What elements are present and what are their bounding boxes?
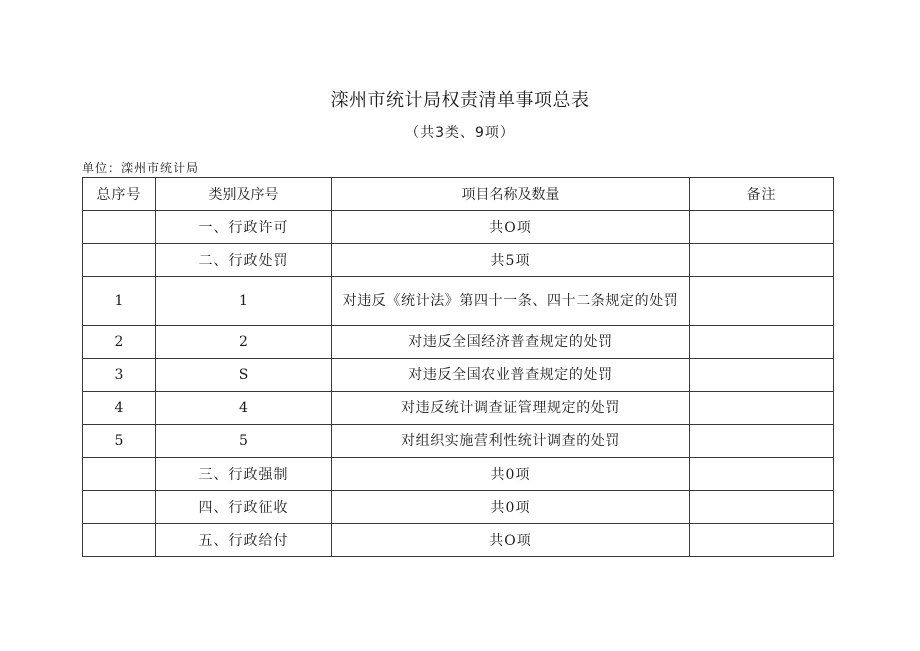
cell-total-no — [83, 524, 156, 557]
cell-item: 共0项 — [332, 491, 690, 524]
cell-category: 5 — [156, 425, 332, 458]
unit-label: 单位：滦州市统计局 — [82, 161, 200, 175]
table-row-item — [83, 326, 834, 359]
cell-category: 四、行政征收 — [156, 491, 332, 524]
table-row-category — [83, 211, 834, 244]
header-category: 类别及序号 — [156, 178, 332, 211]
document-title: 滦州市统计局权责清单事项总表 — [330, 90, 590, 111]
cell-item: 对违反全国经济普查规定的处罚 — [332, 326, 690, 359]
cell-item: 对违反全国农业普查规定的处罚 — [332, 359, 690, 392]
table-header-row — [83, 178, 834, 211]
header-remarks: 备注 — [690, 178, 834, 211]
header-total-no: 总序号 — [83, 178, 156, 211]
cell-remarks — [690, 524, 834, 557]
cell-remarks — [690, 491, 834, 524]
cell-total-no — [83, 211, 156, 244]
cell-total-no — [83, 244, 156, 277]
cell-remarks — [690, 392, 834, 425]
cell-remarks — [690, 211, 834, 244]
duty-list-table — [82, 177, 834, 557]
cell-item: 对违反统计调查证管理规定的处罚 — [332, 392, 690, 425]
cell-item: 共O项 — [332, 524, 690, 557]
table-row-category — [83, 491, 834, 524]
cell-remarks — [690, 277, 834, 326]
cell-remarks — [690, 244, 834, 277]
cell-remarks — [690, 458, 834, 491]
table-row-category — [83, 458, 834, 491]
header-item: 项目名称及数量 — [332, 178, 690, 211]
cell-total-no: 1 — [83, 277, 156, 326]
cell-total-no — [83, 491, 156, 524]
cell-remarks — [690, 326, 834, 359]
cell-category: 二、行政处罚 — [156, 244, 332, 277]
cell-total-no: 3 — [83, 359, 156, 392]
cell-total-no: 5 — [83, 425, 156, 458]
cell-remarks — [690, 425, 834, 458]
cell-category: 1 — [156, 277, 332, 326]
cell-category: 一、行政许可 — [156, 211, 332, 244]
cell-total-no — [83, 458, 156, 491]
table-row-item — [83, 425, 834, 458]
cell-remarks — [690, 359, 834, 392]
cell-item: 共5项 — [332, 244, 690, 277]
cell-item: 对违反《统计法》第四十一条、四十二条规定的处罚 — [332, 277, 690, 326]
cell-item: 对组织实施营利性统计调查的处罚 — [332, 425, 690, 458]
cell-category: 三、行政强制 — [156, 458, 332, 491]
cell-total-no: 4 — [83, 392, 156, 425]
table-row-item — [83, 392, 834, 425]
table-row-category — [83, 244, 834, 277]
cell-item: 共O项 — [332, 211, 690, 244]
cell-category: 五、行政给付 — [156, 524, 332, 557]
cell-category: S — [156, 359, 332, 392]
cell-category: 2 — [156, 326, 332, 359]
table-row-category — [83, 524, 834, 557]
table-row-item — [83, 277, 834, 326]
cell-total-no: 2 — [83, 326, 156, 359]
table-row-item — [83, 359, 834, 392]
cell-category: 4 — [156, 392, 332, 425]
cell-item: 共0项 — [332, 458, 690, 491]
document-subtitle: （共3类、9项） — [405, 125, 515, 141]
